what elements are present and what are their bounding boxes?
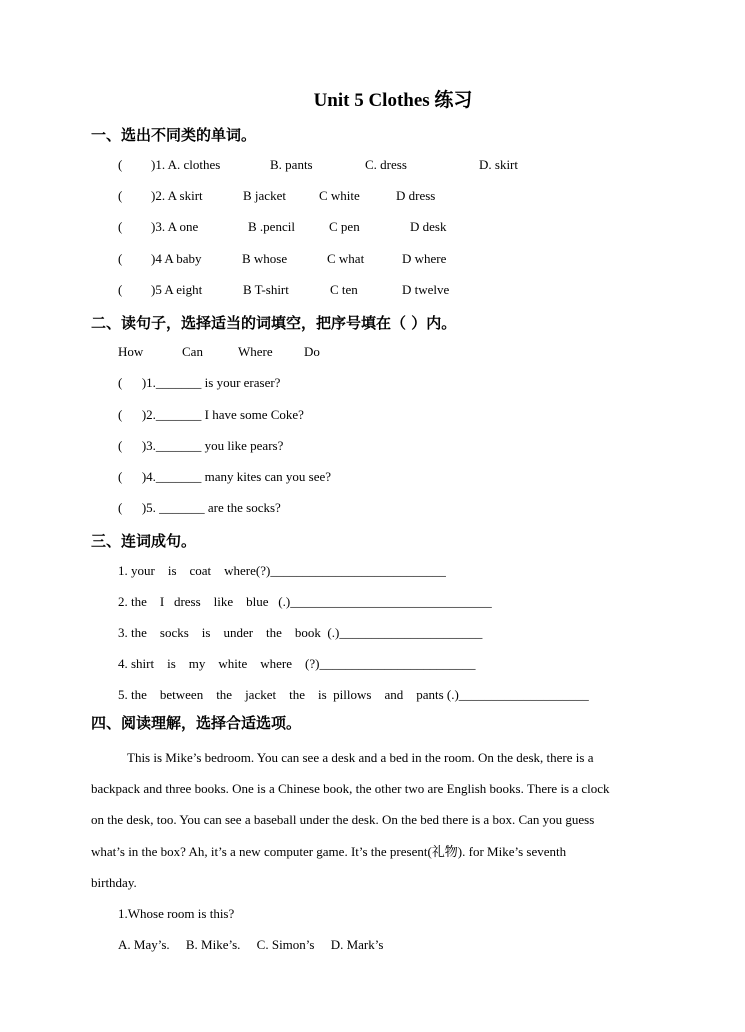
section2-heading: 二、读句子，选择适当的词填空，把序号填在（ ）内。 bbox=[91, 314, 457, 332]
option-b: B .pencil bbox=[248, 219, 295, 234]
option-d: D. skirt bbox=[479, 157, 518, 172]
option-c: C ten bbox=[330, 282, 358, 297]
fill-blank-item: ( )1._______ is your eraser? bbox=[118, 375, 281, 390]
answer-paren: ( bbox=[118, 219, 123, 234]
sentence-order-item: 3. the socks is under the book (.)______________________ bbox=[118, 625, 483, 640]
answer-paren: ( bbox=[118, 251, 123, 266]
option-b: B jacket bbox=[243, 188, 286, 203]
reading-options: A. May’s. B. Mike’s. C. Simon’s D. Mark’s bbox=[118, 937, 384, 952]
option-d: D twelve bbox=[402, 282, 450, 297]
option-c: C pen bbox=[329, 219, 360, 234]
sentence-order-item: 5. the between the jacket the is pillows and pants (.)____________________ bbox=[118, 687, 589, 702]
section3-heading: 三、连词成句。 bbox=[91, 532, 197, 550]
answer-paren: ( bbox=[118, 188, 123, 203]
option-a: )5 A eight bbox=[151, 282, 203, 297]
passage-line: backpack and three books. One is a Chinese book, the other two are English books. There is a clock bbox=[91, 781, 610, 797]
option-c: C. dress bbox=[365, 157, 407, 172]
passage-line: what’s in the box? Ah, it’s a new computer game. It’s the present(礼物). for Mike’s seventh bbox=[91, 843, 567, 859]
option-d: D dress bbox=[396, 188, 436, 203]
option-a: )4 A baby bbox=[151, 251, 202, 266]
option-b: B T-shirt bbox=[243, 282, 289, 297]
fill-blank-item: ( )5. _______ are the socks? bbox=[118, 500, 281, 515]
page-title: Unit 5 Clothes 练习 bbox=[313, 90, 473, 111]
option-d: D desk bbox=[410, 219, 447, 234]
reading-passage bbox=[91, 742, 653, 898]
passage-line: This is Mike’s bedroom. You can see a desk and a bed in the room. On the desk, there is a bbox=[127, 750, 594, 765]
word-bank-item: Do bbox=[304, 344, 320, 359]
word-bank-item: Can bbox=[182, 344, 203, 359]
fill-blank-item: ( )3._______ you like pears? bbox=[118, 438, 284, 453]
option-c: C what bbox=[327, 251, 365, 266]
answer-paren: ( bbox=[118, 157, 123, 172]
reading-question: 1.Whose room is this? bbox=[118, 906, 235, 921]
word-bank-item: Where bbox=[238, 344, 273, 359]
fill-blank-item: ( )4._______ many kites can you see? bbox=[118, 469, 332, 484]
sentence-order-item: 4. shirt is my white where (?)________________________ bbox=[118, 656, 476, 671]
option-b: B whose bbox=[242, 251, 288, 266]
option-d: D where bbox=[402, 251, 447, 266]
passage-line: birthday. bbox=[91, 874, 137, 890]
option-a: )3. A one bbox=[151, 219, 199, 234]
word-bank-item: How bbox=[118, 344, 144, 359]
sentence-order-item: 2. the I dress like blue (.)_______________________________ bbox=[118, 594, 492, 609]
fill-blank-item: ( )2._______ I have some Coke? bbox=[118, 407, 304, 422]
option-c: C white bbox=[319, 188, 360, 203]
section1-heading: 一、选出不同类的单词。 bbox=[91, 126, 257, 144]
passage-line: on the desk, too. You can see a baseball under the desk. On the bed there is a box. Can you guess bbox=[91, 812, 595, 828]
answer-paren: ( bbox=[118, 282, 123, 297]
sentence-order-item: 1. your is coat where(?)___________________________ bbox=[118, 563, 446, 578]
option-a: )1. A. clothes bbox=[151, 157, 221, 172]
option-a: )2. A skirt bbox=[151, 188, 203, 203]
option-b: B. pants bbox=[270, 157, 313, 172]
section4-heading: 四、阅读理解，选择合适选项。 bbox=[91, 714, 302, 732]
